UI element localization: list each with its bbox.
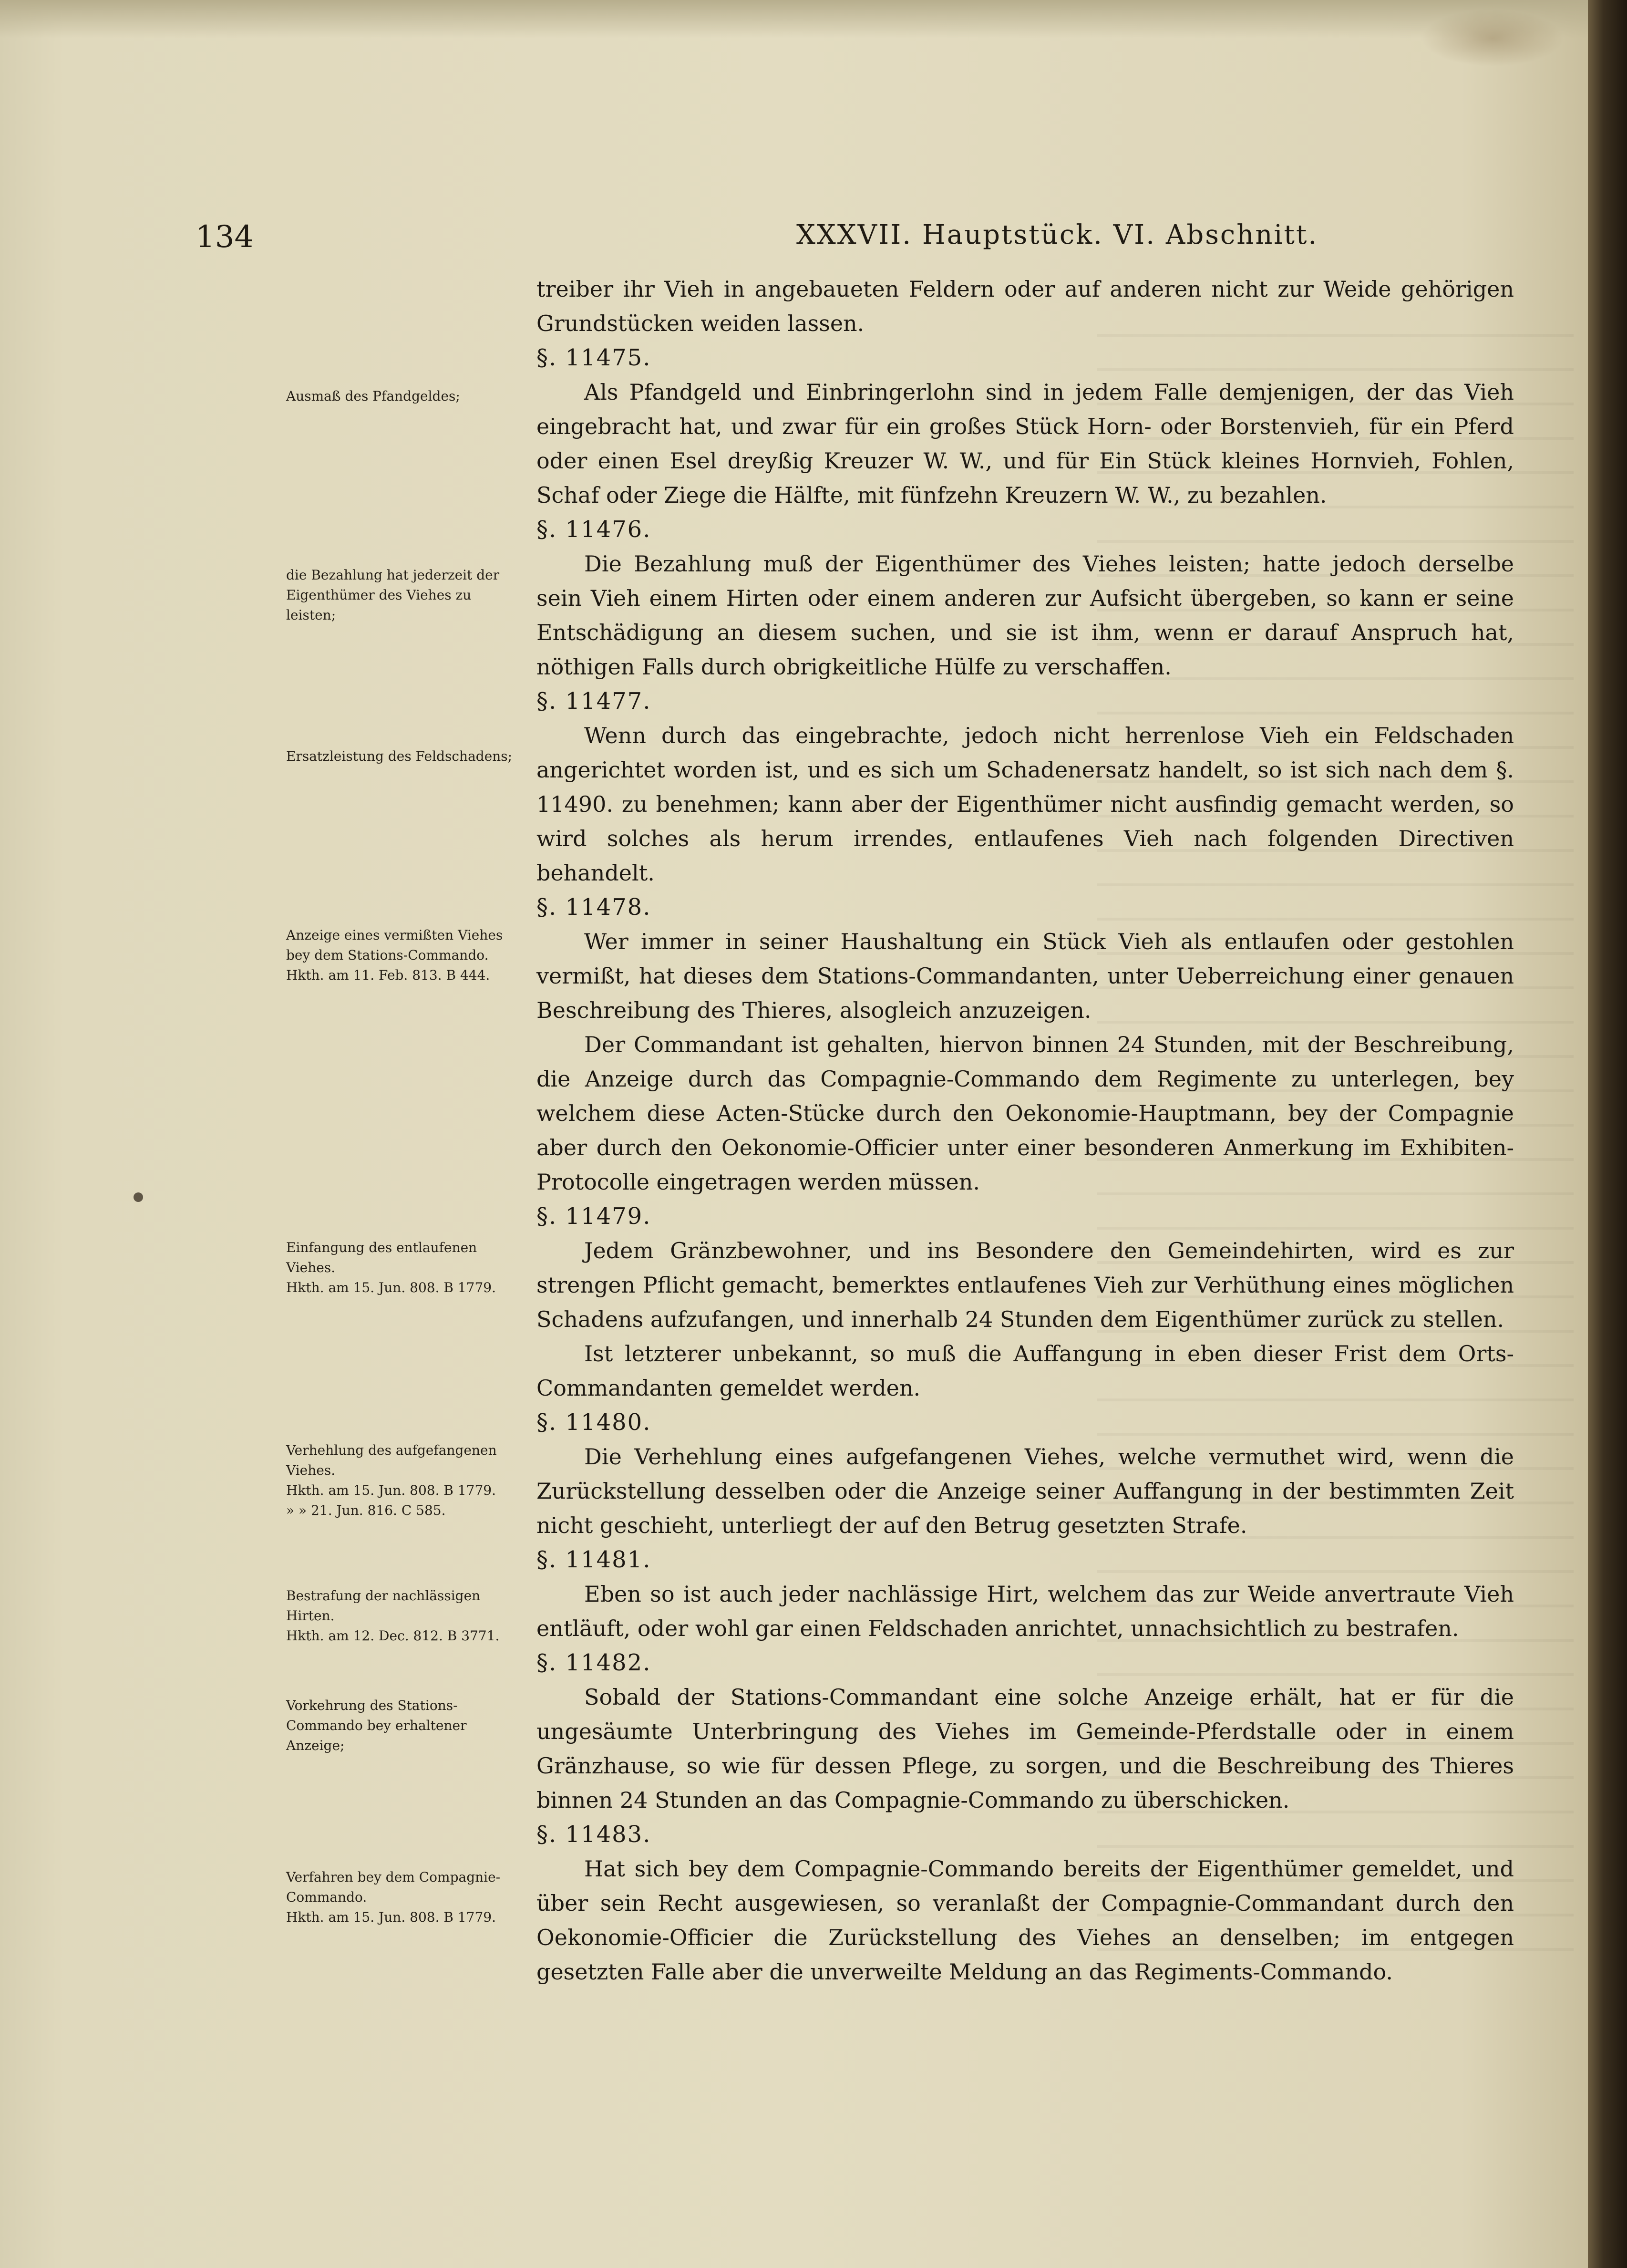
margin-note-11477 (286, 746, 525, 766)
margin-note-11483 (286, 1867, 525, 1927)
running-head: XXXVII. Hauptstück. VI. Abschnitt. (796, 219, 1318, 250)
margin-note-text: Ersatzleistung des Feldschadens; (286, 748, 513, 764)
margin-note-11476 (286, 565, 525, 625)
section-heading-11477: §. 11477. (536, 688, 651, 715)
section-heading-11481: §. 11481. (536, 1546, 651, 1573)
margin-citation: Hkth. am 15. Jun. 808. B 1779. (286, 1280, 496, 1295)
margin-note-11479 (286, 1238, 525, 1298)
section-heading-11475: §. 11475. (536, 344, 651, 371)
section-paragraph: Sobald der Stations-Commandant eine solche Anzeige erhält, hat er für die ungesäumte Unterbringung des Viehes im Gemeinde-Pferdstalle oder in einem Gränzhause, so wie für dessen Pflege, zu sorgen, und die Beschreibung des Thieres binnen 24 Stunden an das Compagnie-Commando zu überschicken. (536, 1684, 1514, 1813)
margin-note-text: Ausmaß des Pfandgeldes; (286, 388, 460, 404)
section-paragraph: Die Verhehlung eines aufgefangenen Viehes, welche vermuthet wird, wenn die Zurückstellung desselben oder die Anzeige seiner Auffangung in der bestimmten Zeit nicht geschieht, unterliegt der auf den Betrug gesetzten Strafe. (536, 1444, 1514, 1538)
section-heading-11479: §. 11479. (536, 1203, 651, 1230)
section-paragraph: Jedem Gränzbewohner, und ins Besondere den Gemeindehirten, wird es zur strengen Pflicht gemacht, bemerktes entlaufenes Vieh zur Verhüthung eines möglichen Schadens aufzufangen, und innerhalb 24 Stunden dem Eigenthümer zurück zu stellen. (536, 1238, 1514, 1332)
margin-citation: Hkth. am 12. Dec. 812. B 3771. (286, 1628, 500, 1644)
margin-note-11475 (286, 386, 525, 406)
margin-note-11481 (286, 1586, 525, 1646)
continuation-paragraph: treiber ihr Vieh in angebaueten Feldern oder auf anderen nicht zur Weide gehörigen Grundstücken weiden lassen. (536, 276, 1514, 336)
margin-note-text: Verfahren bey dem Compagnie-Commando. (286, 1869, 501, 1905)
section-heading-11482: §. 11482. (536, 1649, 651, 1676)
section-heading-11478: §. 11478. (536, 894, 651, 921)
page-number: 134 (196, 219, 254, 255)
margin-citation: Hkth. am 15. Jun. 808. B 1779. (286, 1482, 496, 1498)
section-paragraph: Als Pfandgeld und Einbringerlohn sind in jedem Falle demjenigen, der das Vieh eingebracht hat, und zwar für ein großes Stück Horn- oder Borstenvieh, für ein Pferd oder einen Esel dreyßig Kreuzer W. W., und für Ein Stück kleines Hornvieh, Fohlen, Schaf oder Ziege die Hälfte, mit fünfzehn Kreuzern W. W., zu bezahlen. (536, 379, 1514, 508)
margin-note-text: die Bezahlung hat jederzeit der Eigenthümer des Viehes zu leisten; (286, 567, 500, 623)
margin-note-11480 (286, 1440, 525, 1521)
section-paragraph: Eben so ist auch jeder nachlässige Hirt, welchem das zur Weide anvertraute Vieh entläuft, oder wohl gar einen Feldschaden anrichtet, unnachsichtlich zu bestrafen. (536, 1581, 1514, 1641)
margin-note-11482 (286, 1696, 525, 1756)
section-paragraph: Wer immer in seiner Haushaltung ein Stück Vieh als entlaufen oder gestohlen vermißt, hat dieses dem Stations-Commandanten, unter Ueberreichung einer genauen Beschreibung des Thieres, alsogleich anzuzeigen. (536, 929, 1514, 1023)
margin-note-text: Verhehlung des aufgefangenen Viehes. (286, 1442, 497, 1478)
page-edge-shadow (0, 0, 1588, 38)
section-paragraph: Die Bezahlung muß der Eigenthümer des Viehes leisten; hatte jedoch derselbe sein Vieh einem Hirten oder einem anderen zur Aufsicht übergeben, so kann er seine Entschädigung an diesem suchen, und sie ist ihm, wenn er darauf Anspruch hat, nöthigen Falls durch obrigkeitliche Hülfe zu verschaffen. (536, 551, 1514, 680)
ink-spot (134, 1192, 143, 1202)
section-heading-11480: §. 11480. (536, 1409, 651, 1436)
book-gutter (1588, 0, 1627, 2268)
margin-citation: Hkth. am 11. Feb. 813. B 444. (286, 967, 490, 983)
main-text-column (536, 272, 1514, 1989)
section-heading-11483: §. 11483. (536, 1821, 651, 1848)
margin-note-text: Anzeige eines vermißten Viehes bey dem Stations-Commando. (286, 927, 503, 963)
paper-stain (1421, 10, 1564, 67)
section-paragraph: Ist letzterer unbekannt, so muß die Auffangung in eben dieser Frist dem Orts-Commandanten gemeldet werden. (536, 1341, 1514, 1401)
section-paragraph: Wenn durch das eingebrachte, jedoch nicht herrenlose Vieh ein Feldschaden angerichtet worden ist, und es sich um Schadenersatz handelt, so ist sich nach dem §. 11490. zu benehmen; kann aber der Eigenthümer nicht ausfindig gemacht werden, so wird solches als herum irrendes, entlaufenes Vieh nach folgenden Directiven behandelt. (536, 723, 1514, 886)
section-heading-11476: §. 11476. (536, 516, 651, 543)
page-header (196, 219, 1321, 262)
margin-note-text: Einfangung des entlaufenen Viehes. (286, 1240, 477, 1275)
margin-note-11478 (286, 925, 525, 985)
section-paragraph: Hat sich bey dem Compagnie-Commando bereits der Eigenthümer gemeldet, und über sein Recht ausgewiesen, so veranlaßt der Compagnie-Commandant durch den Oekonomie-Officier die Zurückstellung des Viehes an denselben; im entgegen gesetzten Falle aber die unverweilte Meldung an das Regiments-Commando. (536, 1856, 1514, 1985)
margin-citation: » » 21. Jun. 816. C 585. (286, 1502, 446, 1518)
section-paragraph: Der Commandant ist gehalten, hiervon binnen 24 Stunden, mit der Beschreibung, die Anzeige durch das Compagnie-Commando dem Regimente zu unterlegen, bey welchem diese Acten-Stücke durch den Oekonomie-Hauptmann, bey der Compagnie aber durch den Oekonomie-Officier unter einer besonderen Anmerkung im Exhibiten-Protocolle eingetragen werden müssen. (536, 1032, 1514, 1195)
margin-note-text: Vorkehrung des Stations-Commando bey erhaltener Anzeige; (286, 1698, 467, 1753)
margin-citation: Hkth. am 15. Jun. 808. B 1779. (286, 1909, 496, 1925)
margin-note-text: Bestrafung der nachlässigen Hirten. (286, 1588, 481, 1624)
